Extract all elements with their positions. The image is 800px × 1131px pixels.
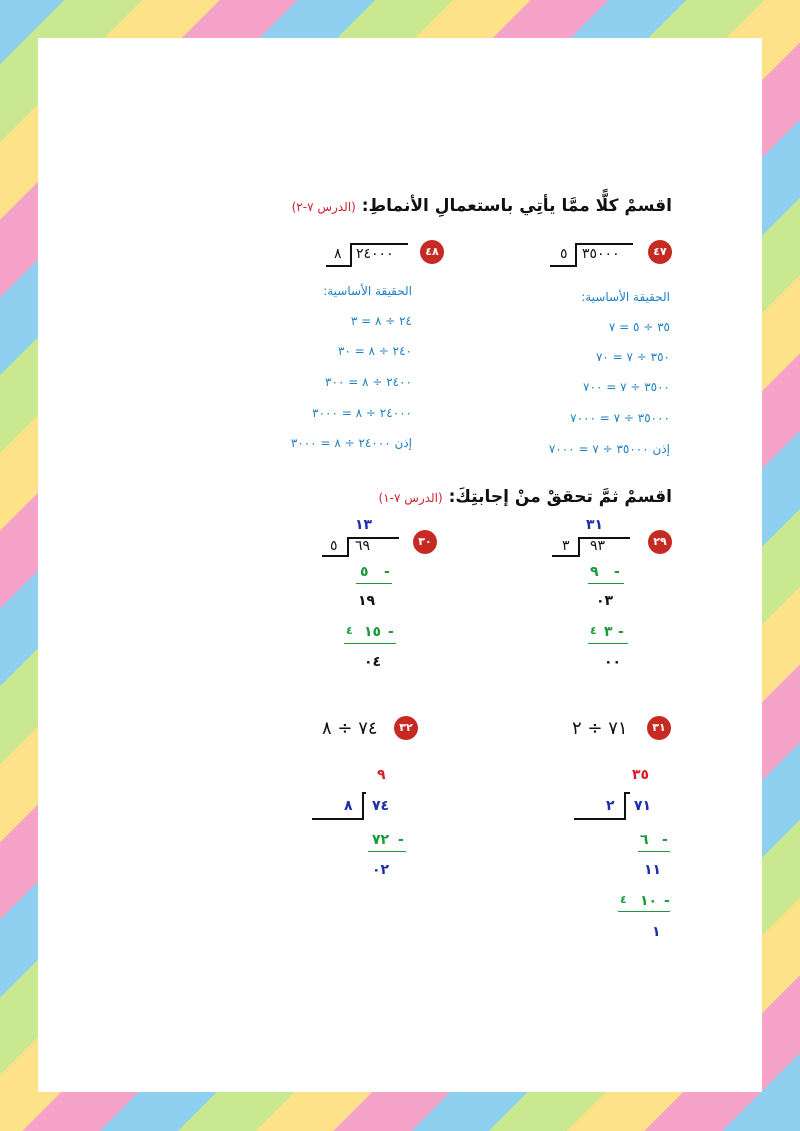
section2-lesson-ref: (الدرس ٧-١)	[378, 491, 443, 505]
problem-47-bracket-base	[550, 265, 577, 267]
section1-title: اقسمْ كلًّا ممَّا يأتِي باستعمالِ الأنماطِ:	[361, 196, 672, 216]
problem-29-mark: ٤	[590, 624, 597, 637]
problem-31-minus-1: -	[662, 832, 668, 848]
problem-30-bracket-base	[322, 555, 349, 557]
problem-31-mark: ٤	[620, 893, 627, 906]
problem-31-remainder-1: ١١	[644, 862, 662, 878]
problem-30-quotient: ١٣	[355, 517, 373, 533]
problem-30-minus-1: -	[384, 564, 390, 580]
section2-heading	[378, 487, 672, 507]
problem-32-rule-1	[368, 851, 406, 852]
problem-32-subtract-1: ٧٢	[372, 832, 390, 848]
problem-30-rule-2	[344, 643, 396, 644]
problem-32-minus-1: -	[398, 832, 404, 848]
problem-31-rule-2	[618, 911, 670, 912]
problem-48-line-2: ٢٤٠ ÷ ٨ = ٣٠	[337, 344, 412, 358]
problem-48-fact-label: الحقيقة الأساسية:	[323, 284, 412, 298]
section2-title: اقسمْ ثمَّ تحققْ منْ إجابتِكَ:	[448, 487, 672, 507]
problem-29-dividend: ٩٣	[590, 538, 606, 554]
problem-31-minus-2: -	[664, 893, 670, 909]
problem-31-remainder-2: ١	[652, 924, 661, 940]
problem-32-expression: ٧٤ ÷ ٨	[322, 718, 378, 739]
problem-31-dividend: ٧١	[634, 798, 652, 814]
problem-30-divisor: ٥	[330, 538, 338, 554]
problem-47-line-3: ٣٥٠٠ ÷ ٧ = ٧٠٠	[583, 380, 670, 394]
problem-31-badge: ٣١	[647, 716, 671, 740]
problem-47-line-4: ٣٥٠٠٠ ÷ ٧ = ٧٠٠٠	[570, 411, 670, 425]
problem-31-quotient: ٣٥	[632, 767, 650, 783]
problem-30-rule-1	[356, 583, 392, 584]
problem-47-conclusion: إذن ٣٥٠٠٠ ÷ ٧ = ٧٠٠٠	[548, 442, 670, 456]
problem-32-divisor: ٨	[344, 798, 353, 814]
problem-32-bracket-side	[362, 792, 364, 820]
problem-29-remainder-2: ٠٠	[604, 654, 622, 670]
problem-48-bracket-top	[350, 243, 408, 245]
problem-29-badge: ٢٩	[648, 530, 672, 554]
problem-47-line-1: ٣٥ ÷ ٥ = ٧	[608, 320, 670, 334]
problem-32-bracket-base	[312, 818, 364, 820]
problem-48-conclusion: إذن ٢٤٠٠٠ ÷ ٨ = ٣٠٠٠	[290, 436, 412, 450]
problem-29-divisor: ٣	[562, 538, 570, 554]
problem-47-bracket-top	[575, 243, 633, 245]
problem-47-fact-label: الحقيقة الأساسية:	[581, 290, 670, 304]
problem-31-subtract-1: ٦	[640, 832, 649, 848]
problem-29-remainder-1: ٠٣	[596, 593, 614, 609]
problem-48-line-4: ٢٤٠٠٠ ÷ ٨ = ٣٠٠٠	[312, 406, 412, 420]
problem-31-expression: ٧١ ÷ ٢	[572, 718, 628, 739]
problem-32-remainder-1: ٠٢	[372, 862, 390, 878]
problem-30-minus-2: -	[388, 624, 394, 640]
problem-47-line-2: ٣٥٠ ÷ ٧ = ٧٠	[595, 350, 670, 364]
problem-31-bracket-base	[574, 818, 626, 820]
problem-48-line-1: ٢٤ ÷ ٨ = ٣	[350, 314, 412, 328]
problem-47-badge: ٤٧	[648, 240, 672, 264]
problem-30-dividend: ٦٩	[355, 538, 371, 554]
problem-30-subtract-1: ٥	[360, 564, 369, 580]
problem-47-divisor: ٥	[560, 246, 568, 262]
problem-32-quotient: ٩	[377, 767, 386, 783]
problem-29-bracket-base	[552, 555, 580, 557]
problem-29-minus-1: -	[614, 564, 620, 580]
problem-30-badge: ٣٠	[413, 530, 437, 554]
problem-48-divisor: ٨	[334, 246, 342, 262]
problem-29-rule-1	[588, 583, 624, 584]
problem-48-dividend: ٢٤٠٠٠	[356, 246, 394, 262]
problem-31-divisor: ٢	[606, 798, 615, 814]
problem-30-bracket-side	[347, 537, 349, 557]
problem-32-dividend: ٧٤	[372, 798, 390, 814]
problem-32-badge: ٣٢	[394, 716, 418, 740]
problem-29-bracket-side	[578, 537, 580, 557]
problem-31-rule-1	[638, 851, 670, 852]
problem-29-subtract-2: ٣	[604, 624, 613, 640]
problem-48-bracket-base	[326, 265, 352, 267]
problem-47-bracket-side	[575, 243, 577, 267]
problem-31-bracket-side	[624, 792, 626, 820]
section1-lesson-ref: (الدرس ٧-٢)	[291, 200, 356, 214]
problem-30-remainder-1: ١٩	[358, 593, 376, 609]
section1-heading	[292, 196, 672, 216]
problem-29-quotient: ٣١	[586, 517, 604, 533]
problem-30-remainder-2: ٠٤	[364, 654, 382, 670]
problem-29-rule-2	[588, 643, 628, 644]
problem-48-badge: ٤٨	[420, 240, 444, 264]
problem-30-mark: ٤	[346, 624, 353, 637]
problem-48-bracket-side	[350, 243, 352, 267]
problem-48-line-3: ٢٤٠٠ ÷ ٨ = ٣٠٠	[325, 375, 412, 389]
problem-29-minus-2: -	[618, 624, 624, 640]
problem-31-subtract-2: ١٠	[640, 893, 658, 909]
problem-47-dividend: ٣٥٠٠٠	[582, 246, 620, 262]
problem-30-subtract-2: ١٥	[364, 624, 382, 640]
problem-29-subtract-1: ٩	[590, 564, 599, 580]
